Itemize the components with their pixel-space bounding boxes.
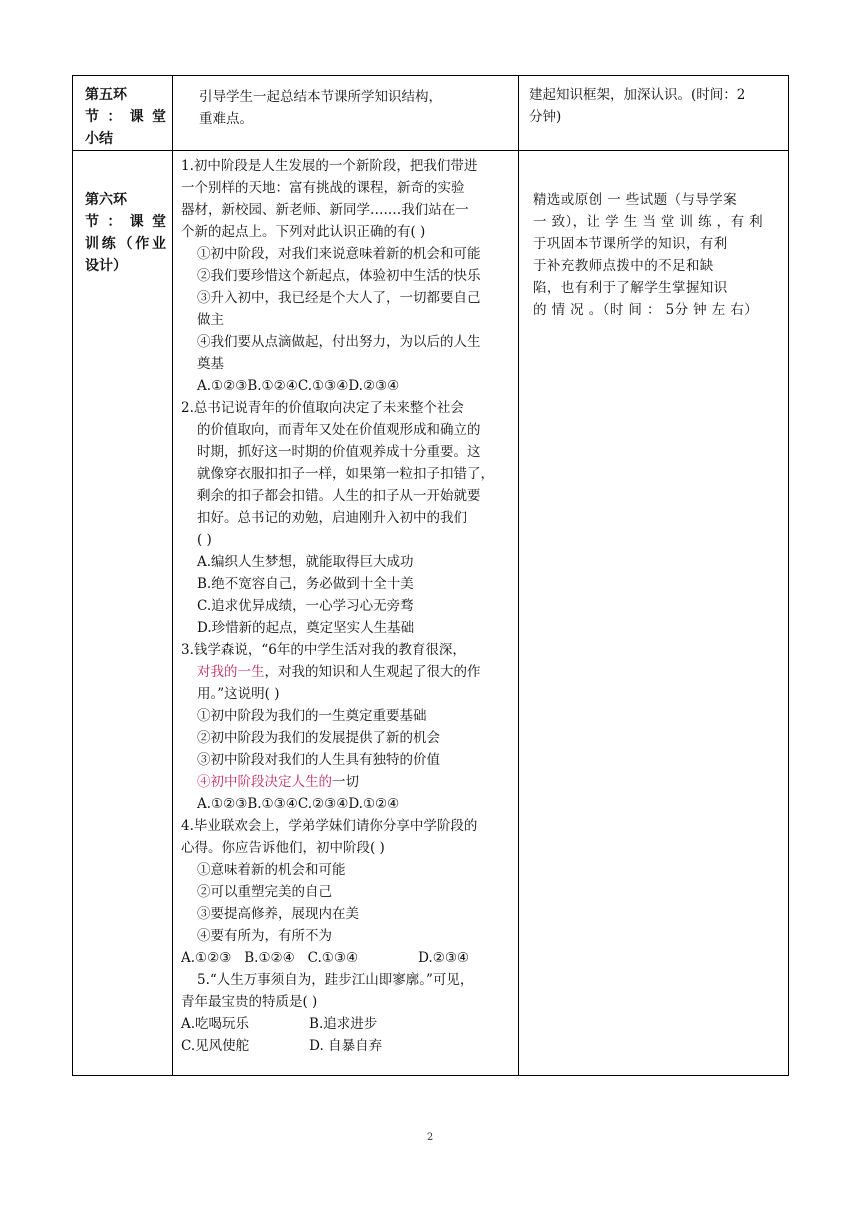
stage-cell (73, 151, 173, 1076)
question-options: A.①②③B.①②④C.①③④D.②③④ (197, 378, 400, 394)
note-line: 一 致），让 学 生 当 堂 训 练 ，有 利 (533, 214, 764, 230)
question-options (181, 947, 514, 969)
question-line (181, 661, 514, 683)
stage-label-line: 设计） (85, 258, 127, 274)
question-item: ②我们要珍惜这个新起点，体验初中生活的快乐 (197, 268, 481, 284)
question-item: ③升入初中，我已经是个大人了，一切都要自己 (197, 290, 481, 306)
stage-label-line: 第六环 (85, 192, 127, 208)
question-5 (181, 969, 514, 1057)
option-a: A.吃喝玩乐 (181, 1016, 250, 1032)
question-option: A.编织人生梦想，就能取得巨大成功 (197, 554, 414, 570)
option-b: B.追求进步 (309, 1016, 378, 1032)
question-text: ，对我的知识和人生观起了很大的作 (264, 664, 481, 680)
stage-label-line: 训练（作业 (85, 236, 166, 252)
question-item: 做主 (197, 312, 224, 328)
stage-cell (73, 76, 173, 151)
question-option: B.绝不宽容自己，务必做到十全十美 (197, 576, 414, 592)
question-line: 1.初中阶段是人生发展的一个新阶段，把我们带进 (181, 158, 478, 174)
content-line: 引导学生一起总结本节课所学知识结构， (199, 89, 442, 105)
lesson-plan-table (72, 75, 789, 1076)
question-2 (181, 397, 514, 639)
highlighted-text: ④初中阶段决定人生的 (197, 774, 332, 790)
question-line: 器材，新校园、新老师、新同学….…我们站在一 (181, 202, 469, 218)
note-line: 建起知识框架，加深认识。(时间：2 (529, 87, 746, 103)
question-item: ①意味着新的机会和可能 (197, 862, 346, 878)
question-line: 2.总书记说青年的价值取向决定了未来整个社会 (181, 400, 464, 416)
option-c: C.见风使舵 (181, 1038, 250, 1054)
question-option: C.追求优异成绩，一心学习心无旁骛 (197, 598, 414, 614)
question-line: 青年最宝贵的特质是( ) (181, 994, 318, 1010)
question-item: ③要提高修养，展现内在美 (197, 906, 359, 922)
question-item: ②初中阶段为我们的发展提供了新的机会 (197, 730, 440, 746)
question-item: ④要有所为，有所不为 (197, 928, 332, 944)
option-a: A.①②③ (181, 950, 232, 966)
question-text: 一切 (332, 774, 359, 790)
question-line: 3.钱学森说，“6年的中学生活对我的教育很深， (181, 642, 466, 658)
note-line: 分钟) (529, 109, 562, 125)
question-options (181, 1035, 514, 1057)
question-item: ①初中阶段，对我们来说意味着新的机会和可能 (197, 246, 481, 262)
question-line: 4.毕业联欢会上，学弟学妹们请你分享中学阶段的 (181, 818, 478, 834)
question-line: 的价值取向，而青年又处在价值观形成和确立的 (197, 422, 481, 438)
content-cell (173, 76, 519, 151)
question-4 (181, 815, 514, 969)
stage-label-line: 节 ： 课 堂 (85, 214, 166, 230)
highlighted-text: 对我的一生 (197, 664, 265, 680)
question-line: 心得。你应告诉他们，初中阶段( ) (181, 840, 385, 856)
question-line: 扣好。总书记的劝勉，启迪刚升入初中的我们 (197, 510, 467, 526)
question-item: ④我们要从点滴做起，付出努力，为以后的人生 (197, 334, 481, 350)
question-line: 用。”这说明( ) (197, 686, 280, 702)
option-c: C.①③④ (307, 950, 359, 966)
question-line: 就像穿衣服扣扣子一样，如果第一粒扣子扣错了， (197, 466, 494, 482)
note-cell (519, 151, 789, 1076)
question-options (181, 1013, 514, 1035)
question-3 (181, 639, 514, 815)
note-line: 于巩固本节课所学的知识，有利 (533, 236, 728, 252)
question-line: 5.“人生万事须自为，跬步江山即寥廓。”可见， (197, 972, 474, 988)
note-line: 精选或原创 一 些试题（与导学案 (533, 192, 737, 208)
content-line: 重难点。 (199, 111, 253, 127)
question-line: 个新的起点上。下列对此认识正确的有( ) (181, 224, 426, 240)
answer-blank: ( ) (197, 532, 212, 548)
question-line: 时期，抓好这一时期的价值观养成十分重要。这 (197, 444, 481, 460)
stage-label-line: 节 ： 课 堂 (85, 109, 166, 125)
option-d: D.②③④ (418, 950, 470, 966)
question-line: 剩余的扣子都会扣错。人生的扣子从一开始就要 (197, 488, 481, 504)
note-cell (519, 76, 789, 151)
question-item: ②可以重塑完美的自己 (197, 884, 332, 900)
exercise-cell (173, 151, 519, 1076)
question-item (181, 771, 514, 793)
table-row-stage-5 (73, 76, 789, 151)
question-option: D.珍惜新的起点，奠定坚实人生基础 (197, 620, 415, 636)
stage-label-line: 小结 (85, 131, 113, 147)
stage-label-line: 第五环 (85, 87, 127, 103)
page-number: 2 (426, 1132, 434, 1143)
option-d: D. 自暴自弃 (309, 1038, 383, 1054)
option-b: B.①②④ (244, 950, 295, 966)
note-line: 于补充教师点拨中的不足和缺 (533, 258, 714, 274)
question-item: ①初中阶段为我们的一生奠定重要基础 (197, 708, 427, 724)
note-line: 陷，也有利于了解学生掌握知识 (533, 280, 728, 296)
question-1 (181, 155, 514, 397)
question-item: 奠基 (197, 356, 224, 372)
question-item: ③初中阶段对我们的人生具有独特的价值 (197, 752, 440, 768)
question-line: 一个别样的天地：富有挑战的课程，新奇的实验 (181, 180, 465, 196)
question-options: A.①②③B.①③④C.②③④D.①②④ (197, 796, 400, 812)
table-row-stage-6 (73, 151, 789, 1076)
note-line: 的 情 况 。（时 间 ： 5分 钟 左 右） (533, 302, 759, 318)
